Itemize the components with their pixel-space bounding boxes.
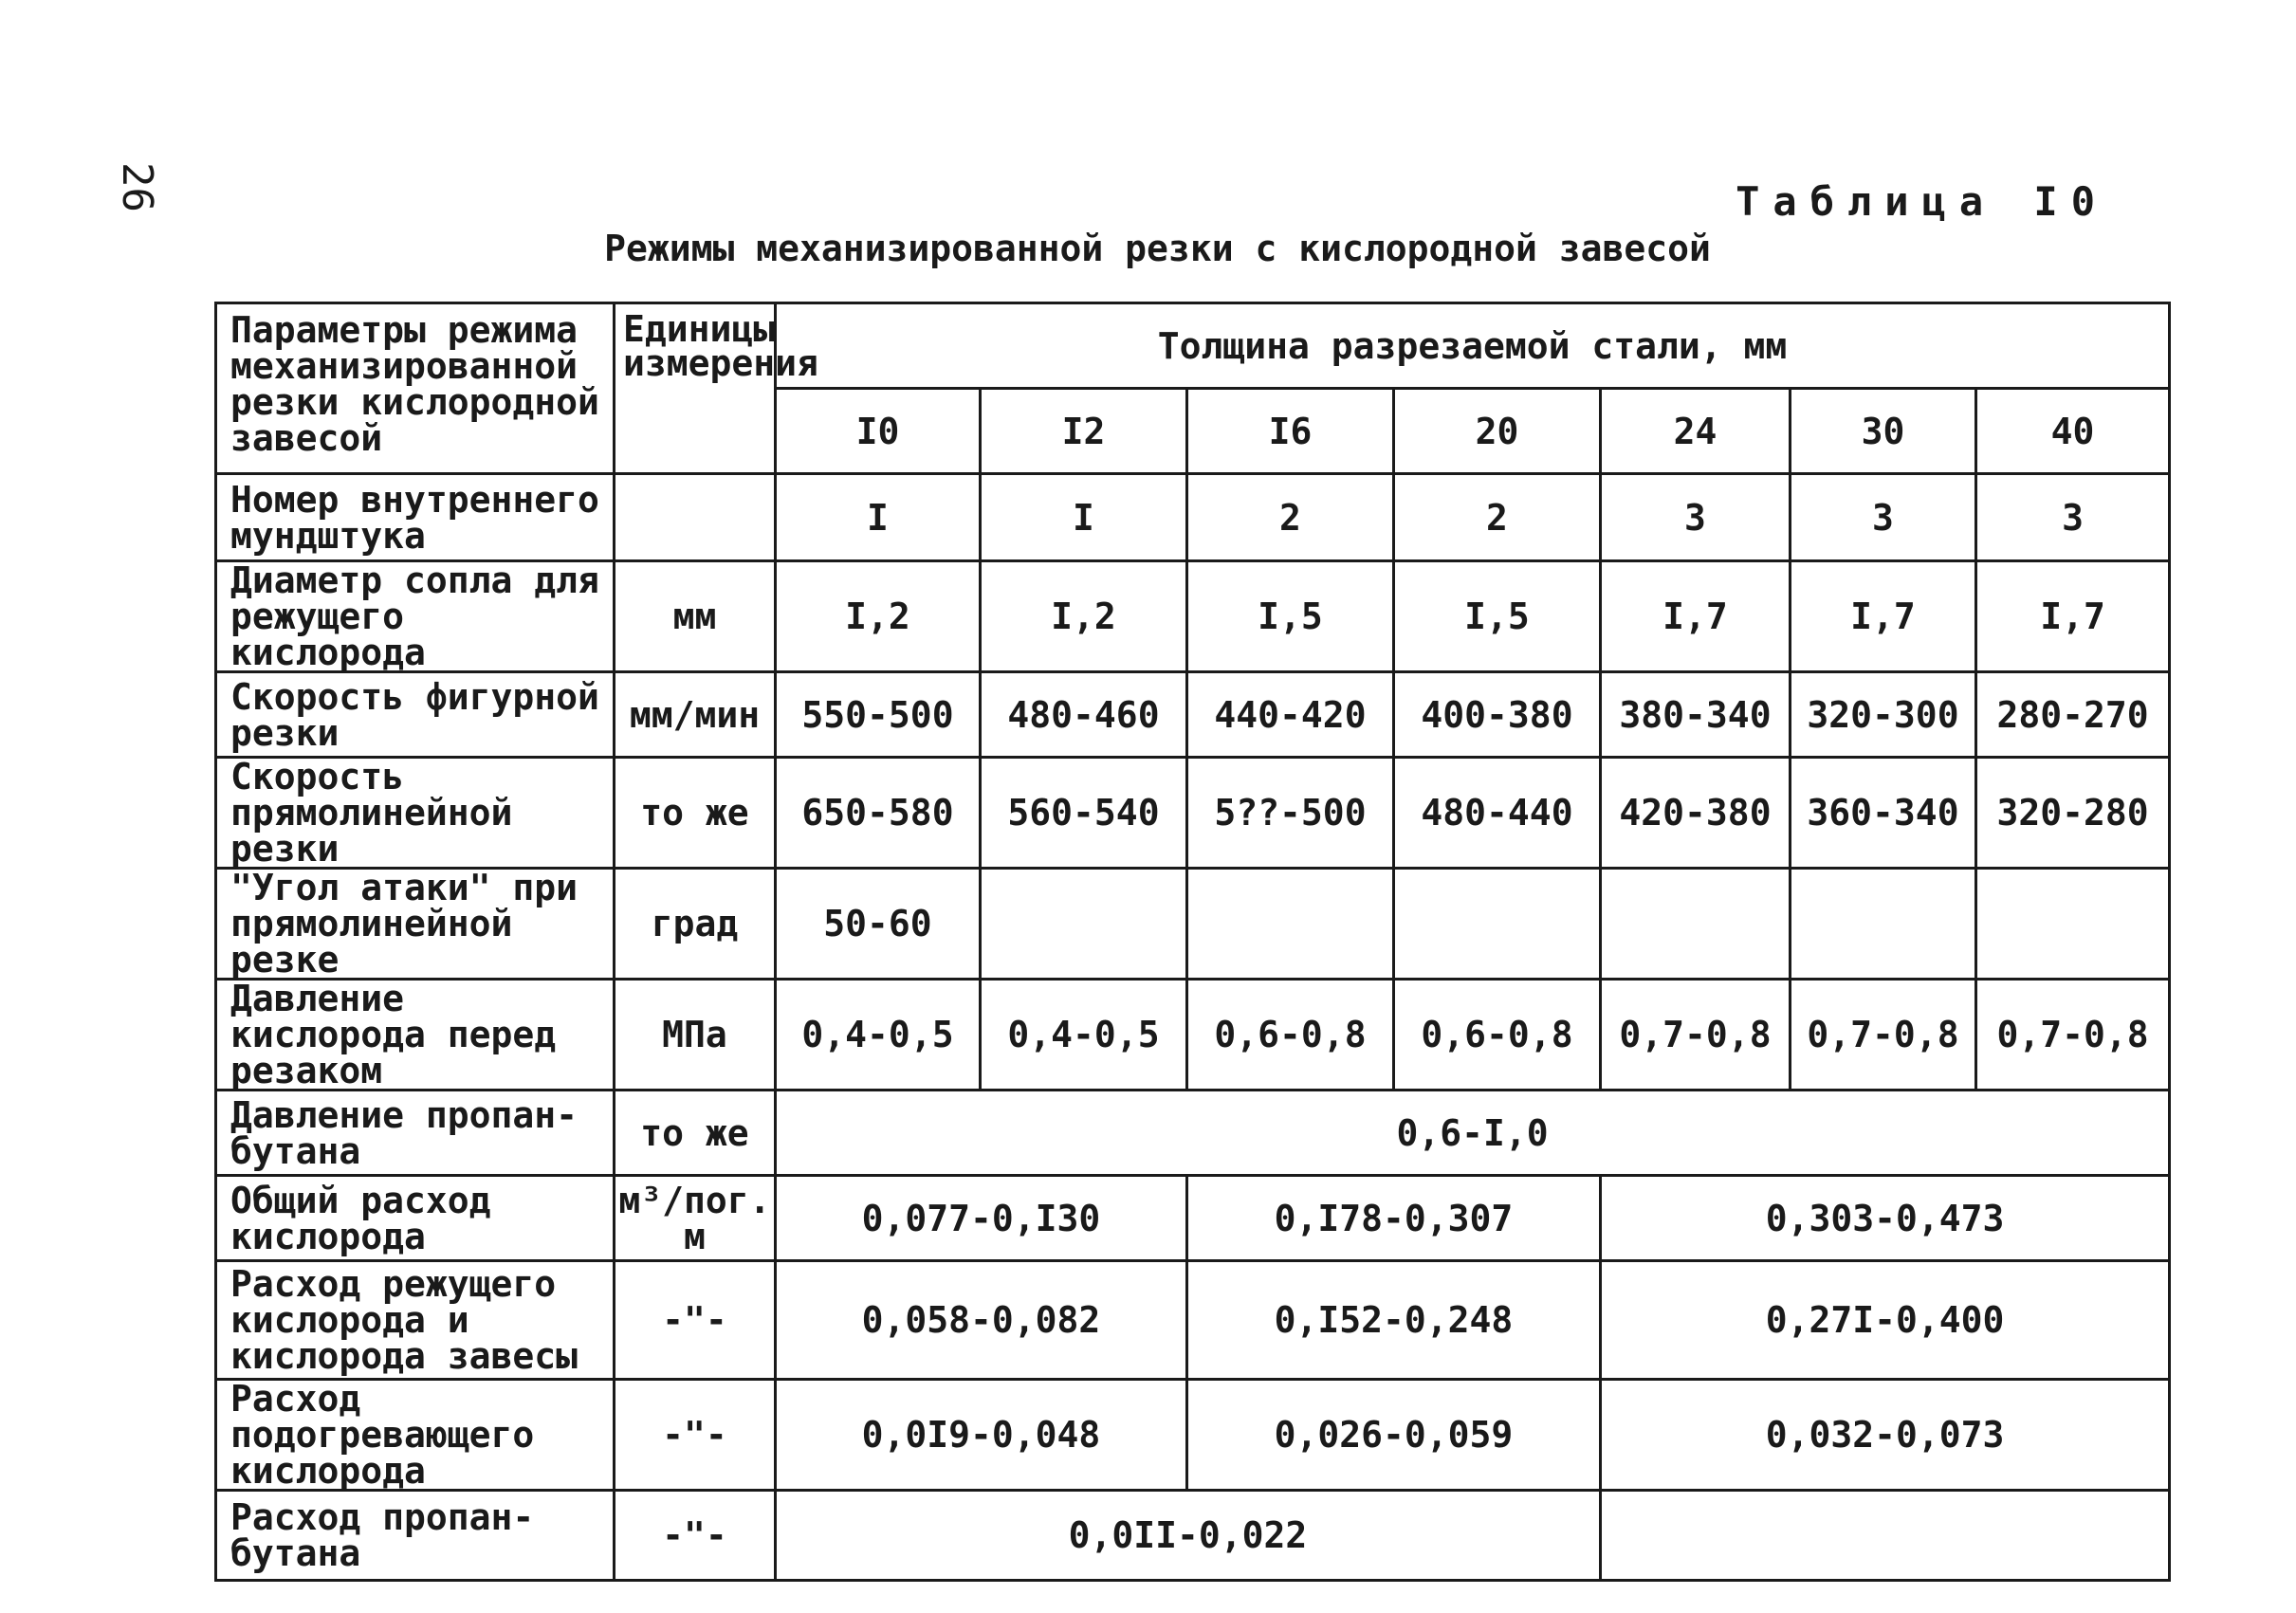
value-cell: 0,I52-0,248 — [1187, 1261, 1601, 1380]
value-cell: 2 — [1187, 474, 1394, 561]
param-cell: Общий расход кислорода — [216, 1176, 615, 1261]
value-cell: I,2 — [776, 561, 981, 672]
param-cell: Расход режущего кислорода и кислорода завесы — [216, 1261, 615, 1380]
unit-cell: мм — [615, 561, 776, 672]
value-cell: I,7 — [1976, 561, 2170, 672]
table-row — [216, 1176, 2170, 1261]
unit-column-header: Единицы измерения — [615, 303, 776, 474]
unit-cell: мм/мин — [615, 672, 776, 758]
empty-cell — [1601, 1491, 2170, 1581]
value-cell: 480-440 — [1394, 758, 1601, 869]
value-cell: 440-420 — [1187, 672, 1394, 758]
value-cell: 0,303-0,473 — [1601, 1176, 2170, 1261]
value-cell: 650-580 — [776, 758, 981, 869]
value-cell: 0,0I9-0,048 — [776, 1380, 1187, 1491]
value-cell: 360-340 — [1791, 758, 1976, 869]
unit-cell: то же — [615, 1091, 776, 1176]
thickness-header: 40 — [1976, 389, 2170, 474]
value-cell: 320-300 — [1791, 672, 1976, 758]
param-cell: "Угол атаки" при прямолинейной резке — [216, 869, 615, 980]
param-cell: Скорость прямолинейной резки — [216, 758, 615, 869]
unit-cell: -"- — [615, 1380, 776, 1491]
value-cell: 320-280 — [1976, 758, 2170, 869]
unit-cell: то же — [615, 758, 776, 869]
value-cell: 50-60 — [776, 869, 981, 980]
unit-cell: м³/пог. м — [615, 1176, 776, 1261]
value-cell: 0,7-0,8 — [1976, 980, 2170, 1091]
param-cell: Давление кислорода перед резаком — [216, 980, 615, 1091]
param-cell: Расход пропан-бутана — [216, 1491, 615, 1581]
value-cell: I,5 — [1187, 561, 1394, 672]
value-cell: 3 — [1976, 474, 2170, 561]
value-cell: 0,6-0,8 — [1394, 980, 1601, 1091]
value-cell: 0,27I-0,400 — [1601, 1261, 2170, 1380]
table-title: Режимы механизированной резки с кислородной завесой — [604, 228, 1711, 269]
value-cell: I,2 — [981, 561, 1187, 672]
value-cell: 0,0II-0,022 — [776, 1491, 1601, 1581]
value-cell: 560-540 — [981, 758, 1187, 869]
value-cell: 0,058-0,082 — [776, 1261, 1187, 1380]
thickness-header: I0 — [776, 389, 981, 474]
value-cell: I — [981, 474, 1187, 561]
value-cell: I,7 — [1601, 561, 1791, 672]
table-row — [216, 1091, 2170, 1176]
value-cell: 3 — [1791, 474, 1976, 561]
param-cell: Номер внутреннего мундштука — [216, 474, 615, 561]
thickness-header: 20 — [1394, 389, 1601, 474]
param-cell: Расход подогревающего кислорода — [216, 1380, 615, 1491]
param-column-header: Параметры режима механизированной резки кислородной завесой — [216, 303, 615, 474]
thickness-header: 24 — [1601, 389, 1791, 474]
value-cell: 0,077-0,I30 — [776, 1176, 1187, 1261]
empty-cell — [1187, 869, 1394, 980]
value-cell: 550-500 — [776, 672, 981, 758]
value-cell: I — [776, 474, 981, 561]
table-row — [216, 672, 2170, 758]
cutting-modes-table — [214, 302, 2171, 1582]
table-row — [216, 1491, 2170, 1581]
empty-cell — [1394, 869, 1601, 980]
value-cell: 380-340 — [1601, 672, 1791, 758]
value-cell: 0,4-0,5 — [981, 980, 1187, 1091]
value-cell: 420-380 — [1601, 758, 1791, 869]
value-cell: 0,I78-0,307 — [1187, 1176, 1601, 1261]
thickness-header: I2 — [981, 389, 1187, 474]
table-row — [216, 561, 2170, 672]
value-cell: 2 — [1394, 474, 1601, 561]
unit-cell: град — [615, 869, 776, 980]
unit-cell — [615, 474, 776, 561]
value-cell: 0,4-0,5 — [776, 980, 981, 1091]
thickness-group-header: Толщина разрезаемой стали, мм — [776, 303, 2170, 389]
unit-cell: -"- — [615, 1491, 776, 1581]
value-cell: 0,026-0,059 — [1187, 1380, 1601, 1491]
param-cell: Давление пропан-бутана — [216, 1091, 615, 1176]
empty-cell — [981, 869, 1187, 980]
table-row — [216, 758, 2170, 869]
value-cell: 0,7-0,8 — [1601, 980, 1791, 1091]
param-cell: Диаметр сопла для режущего кислорода — [216, 561, 615, 672]
value-cell: 0,032-0,073 — [1601, 1380, 2170, 1491]
unit-cell: МПа — [615, 980, 776, 1091]
thickness-header: I6 — [1187, 389, 1394, 474]
value-cell: 0,6-0,8 — [1187, 980, 1394, 1091]
value-cell: 5??-500 — [1187, 758, 1394, 869]
table-row — [216, 474, 2170, 561]
table-label: Таблица I0 — [1736, 178, 2108, 225]
table-row — [216, 1261, 2170, 1380]
value-cell: 280-270 — [1976, 672, 2170, 758]
table-row — [216, 869, 2170, 980]
unit-cell: -"- — [615, 1261, 776, 1380]
param-cell: Скорость фигурной резки — [216, 672, 615, 758]
table-row — [216, 1380, 2170, 1491]
header-row-1 — [216, 303, 2170, 389]
value-cell: I,5 — [1394, 561, 1601, 672]
table-row — [216, 980, 2170, 1091]
value-cell: I,7 — [1791, 561, 1976, 672]
empty-cell — [1601, 869, 1791, 980]
value-cell: 0,6-I,0 — [776, 1091, 2170, 1176]
value-cell: 400-380 — [1394, 672, 1601, 758]
thickness-header: 30 — [1791, 389, 1976, 474]
value-cell: 480-460 — [981, 672, 1187, 758]
empty-cell — [1976, 869, 2170, 980]
empty-cell — [1791, 869, 1976, 980]
value-cell: 3 — [1601, 474, 1791, 561]
page-number: 26 — [112, 162, 161, 212]
value-cell: 0,7-0,8 — [1791, 980, 1976, 1091]
